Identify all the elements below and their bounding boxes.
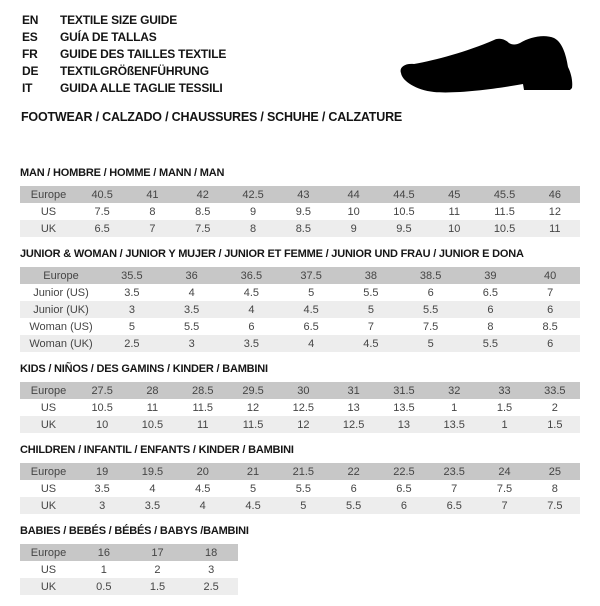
row-label: US [40, 482, 57, 495]
language-code: ES [22, 29, 38, 44]
language-list [22, 11, 226, 96]
table-row [20, 480, 580, 497]
row-label: Junior (US) [33, 286, 89, 299]
size-cell: 44 [328, 186, 378, 203]
table-row [20, 463, 580, 480]
size-cell: 28 [127, 382, 177, 399]
size-cell: 6.5 [482, 286, 499, 299]
size-cell: 13 [347, 401, 360, 414]
size-cell: 16 [77, 544, 131, 561]
size-cell: 5 [249, 482, 257, 495]
size-cell: 5 [308, 286, 315, 299]
size-cell: 13 [379, 416, 429, 433]
language-label: GUIDE DES TAILLES TEXTILE [60, 46, 227, 61]
section-man [20, 167, 580, 237]
size-cell: 36.5 [222, 267, 282, 284]
size-cell: 4.5 [281, 301, 341, 318]
row-label: UK [20, 497, 77, 514]
size-cell: 4 [281, 335, 341, 352]
size-cell: 3.5 [94, 482, 110, 495]
size-cell: 11.5 [228, 416, 278, 433]
size-cell: 29.5 [228, 382, 278, 399]
size-cell: 42.5 [228, 186, 278, 203]
size-cell: 2.5 [102, 335, 162, 352]
table-row [20, 335, 580, 352]
section-title: BABIES / BEBÉS / BÉBÉS / BABYS /BAMBINI [20, 525, 249, 537]
size-cell: 1 [479, 416, 529, 433]
size-cell: 0.5 [77, 578, 131, 595]
size-cell: 8 [551, 482, 558, 495]
size-cell: 6 [350, 482, 357, 495]
table-row [20, 284, 580, 301]
size-cell: 9 [249, 205, 257, 218]
size-cell: 6 [520, 301, 580, 318]
size-cell: 38 [341, 267, 401, 284]
size-cell: 10 [429, 220, 479, 237]
size-cell: 7 [479, 497, 529, 514]
size-cell: 5 [128, 320, 135, 333]
table-row [20, 399, 580, 416]
size-cell: 42 [178, 186, 228, 203]
size-cell: 1.5 [496, 401, 513, 414]
size-cell: 28.5 [178, 382, 228, 399]
size-cell: 11.5 [494, 205, 515, 218]
table-row [20, 301, 580, 318]
section-title: JUNIOR & WOMAN / JUNIOR Y MUJER / JUNIOR ET FEMME / JUNIOR UND FRAU / JUNIOR E DONA [20, 248, 524, 260]
row-label: US [40, 205, 57, 218]
size-cell: 5 [401, 335, 461, 352]
table-row [20, 186, 580, 203]
size-cell: 3.5 [124, 286, 140, 299]
row-label: UK [20, 416, 77, 433]
size-cell: 20 [178, 463, 228, 480]
size-cell: 19 [77, 463, 127, 480]
table-row [20, 578, 238, 595]
size-cell: 2 [551, 401, 558, 414]
size-cell: 7.5 [530, 497, 580, 514]
size-cell: 8 [228, 220, 278, 237]
size-cell: 31.5 [379, 382, 429, 399]
language-code: DE [22, 63, 39, 78]
size-cell: 12.5 [292, 401, 315, 414]
language-label: GUÍA DE TALLAS [60, 29, 157, 44]
language-row [22, 79, 226, 96]
size-cell: 36 [162, 267, 222, 284]
row-label: Europe [20, 463, 77, 480]
size-cell: 33 [479, 382, 529, 399]
language-row [22, 11, 226, 28]
size-cell: 9.5 [379, 220, 429, 237]
size-cell: 22 [328, 463, 378, 480]
size-cell: 7.5 [94, 205, 110, 218]
size-cell: 10.5 [479, 220, 529, 237]
language-code: IT [22, 80, 33, 95]
size-cell: 8 [487, 320, 494, 333]
size-cell: 6.5 [396, 482, 412, 495]
size-cell: 11 [530, 220, 580, 237]
size-cell: 32 [429, 382, 479, 399]
size-cell: 7.5 [496, 482, 513, 495]
size-cell: 7 [547, 286, 554, 299]
size-cell: 21.5 [278, 463, 328, 480]
size-cell: 37.5 [281, 267, 341, 284]
size-cell: 27.5 [77, 382, 127, 399]
size-cell: 7 [451, 482, 458, 495]
size-cell: 12 [246, 401, 260, 414]
size-cell: 31 [328, 382, 378, 399]
size-table [20, 463, 580, 514]
size-cell: 6.5 [77, 220, 127, 237]
language-label: TEXTILE SIZE GUIDE [60, 12, 178, 27]
size-cell: 4.5 [195, 482, 211, 495]
size-cell: 6 [248, 320, 255, 333]
size-cell: 45 [429, 186, 479, 203]
size-cell: 43 [278, 186, 328, 203]
size-cell: 1.5 [131, 578, 185, 595]
size-cell: 4.5 [228, 497, 278, 514]
size-cell: 5 [278, 497, 328, 514]
table-row [20, 561, 238, 578]
size-cell: 12 [278, 416, 328, 433]
size-cell: 5 [341, 301, 401, 318]
size-cell: 6 [427, 286, 434, 299]
table-row [20, 267, 580, 284]
size-cell: 45.5 [479, 186, 529, 203]
size-cell: 12.5 [328, 416, 378, 433]
size-table [20, 186, 580, 237]
size-cell: 30 [278, 382, 328, 399]
size-cell: 10.5 [393, 205, 415, 218]
size-cell: 35.5 [102, 267, 162, 284]
size-cell: 4 [188, 286, 195, 299]
size-cell: 4 [149, 482, 156, 495]
size-cell: 3.5 [127, 497, 177, 514]
size-cell: 25 [530, 463, 580, 480]
size-cell: 8.5 [542, 320, 558, 333]
size-cell: 41 [127, 186, 177, 203]
size-cell: 5.5 [401, 301, 461, 318]
row-label: US [40, 563, 57, 576]
size-cell: 4.5 [243, 286, 260, 299]
size-cell: 22.5 [379, 463, 429, 480]
size-cell: 6 [461, 301, 521, 318]
size-cell: 11 [448, 205, 460, 218]
size-cell: 8.5 [278, 220, 328, 237]
size-cell: 5.5 [328, 497, 378, 514]
language-row [22, 62, 226, 79]
size-cell: 9 [328, 220, 378, 237]
size-cell: 33.5 [530, 382, 580, 399]
size-cell: 7 [367, 320, 374, 333]
size-cell: 11 [146, 401, 159, 414]
row-label: Woman (US) [29, 320, 93, 333]
section-junior-woman [20, 248, 580, 352]
size-cell: 1 [451, 401, 458, 414]
size-cell: 17 [131, 544, 185, 561]
size-cell: 18 [184, 544, 238, 561]
size-cell: 46 [530, 186, 580, 203]
language-label: TEXTILGRÖßENFÜHRUNG [60, 63, 209, 78]
row-label: Europe [20, 544, 77, 561]
size-cell: 5.5 [363, 286, 379, 299]
size-cell: 40.5 [77, 186, 127, 203]
row-label: Woman (UK) [20, 335, 102, 352]
size-cell: 10.5 [91, 401, 113, 414]
size-cell: 5.5 [183, 320, 200, 333]
size-cell: 38.5 [401, 267, 461, 284]
size-table [20, 267, 580, 352]
section-children [20, 444, 580, 514]
row-label: Junior (UK) [20, 301, 102, 318]
size-cell: 8.5 [195, 205, 211, 218]
size-cell: 4 [222, 301, 282, 318]
size-cell: 19.5 [127, 463, 177, 480]
size-cell: 13.5 [393, 401, 415, 414]
category-line: FOOTWEAR / CALZADO / CHAUSSURES / SCHUHE / CALZATURE [21, 110, 403, 124]
section-kids [20, 363, 580, 433]
section-babies [20, 525, 580, 595]
size-cell: 10 [347, 205, 360, 218]
row-label: UK [20, 578, 77, 595]
size-cell: 7 [127, 220, 177, 237]
size-cell: 5.5 [295, 482, 311, 495]
size-cell: 6.5 [303, 320, 319, 333]
size-cell: 4.5 [341, 335, 401, 352]
table-row [20, 544, 238, 561]
row-label: Europe [20, 186, 77, 203]
size-cell: 6.5 [429, 497, 479, 514]
size-cell: 3.5 [222, 335, 282, 352]
size-cell: 2.5 [184, 578, 238, 595]
size-table [20, 382, 580, 433]
table-row [20, 220, 580, 237]
size-cell: 4 [178, 497, 228, 514]
size-cell: 8 [149, 205, 156, 218]
size-guide [20, 167, 580, 606]
size-cell: 3 [208, 563, 215, 576]
size-table [20, 544, 238, 595]
table-row [20, 497, 580, 514]
row-label: UK [20, 220, 77, 237]
size-cell: 12 [548, 205, 561, 218]
table-row [20, 416, 580, 433]
language-code: FR [22, 46, 38, 61]
table-row [20, 318, 580, 335]
size-cell: 23.5 [429, 463, 479, 480]
size-cell: 13.5 [429, 416, 479, 433]
size-cell: 3 [162, 335, 222, 352]
size-cell: 3 [102, 301, 162, 318]
size-cell: 2 [154, 563, 161, 576]
size-cell: 39 [461, 267, 521, 284]
table-row [20, 382, 580, 399]
size-cell: 1.5 [530, 416, 580, 433]
size-cell: 3 [77, 497, 127, 514]
size-cell: 10 [77, 416, 127, 433]
size-cell: 11.5 [192, 401, 214, 414]
size-cell: 11 [178, 416, 228, 433]
size-cell: 3.5 [162, 301, 222, 318]
size-cell: 7.5 [422, 320, 439, 333]
size-cell: 1 [100, 563, 107, 576]
size-cell: 24 [479, 463, 529, 480]
table-row [20, 203, 580, 220]
size-cell: 6 [379, 497, 429, 514]
language-code: EN [22, 12, 39, 27]
language-row [22, 45, 226, 62]
size-cell: 10.5 [127, 416, 177, 433]
size-cell: 44.5 [379, 186, 429, 203]
section-title: CHILDREN / INFANTIL / ENFANTS / KINDER / BAMBINI [20, 444, 294, 456]
section-title: MAN / HOMBRE / HOMME / MANN / MAN [20, 167, 225, 179]
section-title: KIDS / NIÑOS / DES GAMINS / KINDER / BAMBINI [20, 363, 268, 375]
size-cell: 7.5 [178, 220, 228, 237]
size-cell: 21 [228, 463, 278, 480]
language-row [22, 28, 226, 45]
language-label: GUIDA ALLE TAGLIE TESSILI [60, 80, 223, 95]
row-label: US [40, 401, 57, 414]
size-cell: 6 [520, 335, 580, 352]
size-cell: 5.5 [461, 335, 521, 352]
row-label: Europe [20, 382, 77, 399]
dress-shoe-icon [395, 26, 577, 98]
size-cell: 9.5 [295, 205, 311, 218]
row-label: Europe [20, 267, 102, 284]
size-cell: 40 [520, 267, 580, 284]
